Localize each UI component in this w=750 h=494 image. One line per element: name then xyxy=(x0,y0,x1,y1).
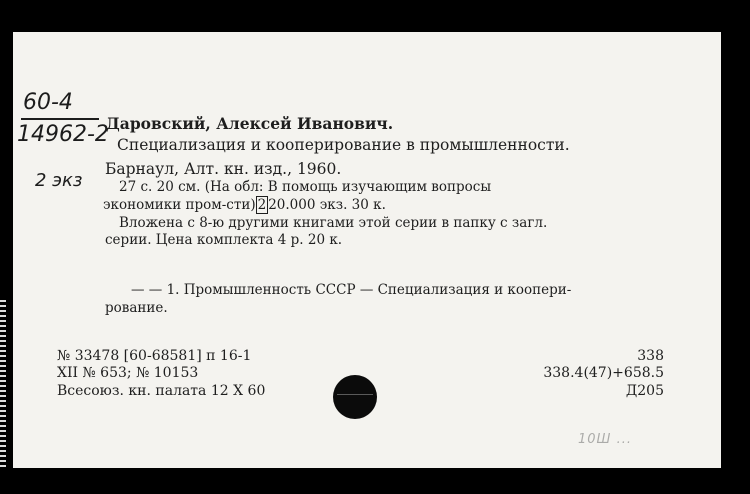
handwritten-copies: 2 экз xyxy=(35,170,83,191)
footer-right-3: Д205 xyxy=(625,383,664,399)
punch-hole xyxy=(333,375,377,419)
collation-print-run: 20.000 экз. 30 к. xyxy=(268,197,386,213)
collation-line-1: 27 с. 20 см. (На обл: В помощь изучающим вопросы xyxy=(119,179,492,195)
collation-boxed-mark: 2 xyxy=(257,197,267,213)
imprint: Барнаул, Алт. кн. изд., 1960. xyxy=(105,160,342,178)
footer-right-2: 338.4(47)+658.5 xyxy=(543,365,664,381)
subject-tracing-1: — — 1. Промышленность СССР — Специализация и коопери- xyxy=(131,282,572,298)
footer-left-2: XII № 653; № 10153 xyxy=(57,365,199,381)
faint-stamp: 10Ш ... xyxy=(578,432,632,447)
footer-left-1: № 33478 [60-68581] п 16-1 xyxy=(57,348,252,364)
footer-right-1: 338 xyxy=(637,348,664,364)
handwritten-shelf-bottom: 14962-2 xyxy=(17,122,109,147)
title: Специализация и кооперирование в промышленности. xyxy=(117,136,570,154)
author: Даровский, Алексей Иванович. xyxy=(106,114,394,133)
footer-left-3: Всесоюз. кн. палата 12 X 60 xyxy=(57,383,266,399)
note-line-1: Вложена с 8-ю другими книгами этой серии в папку с загл. xyxy=(119,215,548,231)
subject-tracing-2: рование. xyxy=(105,300,168,316)
handwritten-shelf-top: 60-4 xyxy=(23,90,73,115)
note-line-2: серии. Цена комплекта 4 р. 20 к. xyxy=(105,232,343,248)
card-edge-mark xyxy=(0,300,6,470)
collation-series: экономики пром-сти) xyxy=(103,197,256,213)
handwritten-divider xyxy=(21,118,99,120)
collation-line-2 xyxy=(103,197,386,213)
